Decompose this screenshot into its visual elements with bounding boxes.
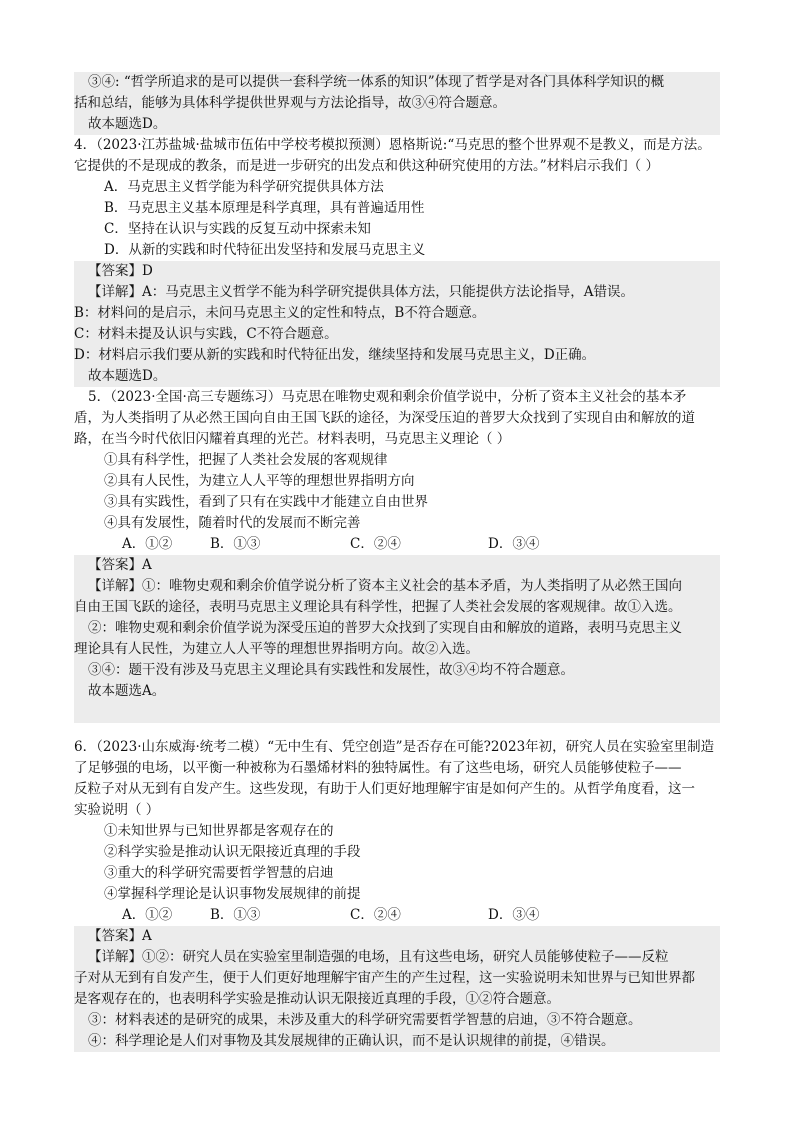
answer-block — [74, 261, 720, 387]
detail-line: D：材料启示我们要从新的实践和时代特征出发，继续坚持和发展马克思主义，D正确。 — [74, 345, 720, 366]
answer-label: 【答案】A — [74, 555, 720, 576]
answer-options — [74, 534, 720, 555]
detail-line: ③④: “哲学所追求的是可以提供一套科学统一体系的知识”体现了哲学是对各门具体科学知识的概 — [74, 72, 720, 93]
spacer — [74, 723, 720, 737]
detail-line: 子对从无到有自发产生，便于人们更好地理解宇宙产生的产生过程，这一实验说明未知世界与已知世界都 — [74, 968, 720, 989]
detail-line: B：材料问的是启示，未问马克思主义的定性和特点，B不符合题意。 — [74, 303, 720, 324]
conclusion-line: 故本题选D。 — [74, 366, 720, 387]
statement-3: ③具有实践性，看到了只有在实践中才能建立自由世界 — [104, 494, 428, 510]
answer-label: 【答案】A — [74, 926, 720, 947]
conclusion-line: 故本题选A。 — [74, 681, 720, 702]
detail-line: 【详解】A：马克思主义哲学不能为科学研究提供具体方法，只能提供方法论指导，A错误。 — [74, 282, 720, 303]
detail-line: 自由王国飞跃的途径，表明马克思主义理论具有科学性，把握了人类社会发展的客观规律。故①入选。 — [74, 597, 720, 618]
detail-line: ④：科学理论是人们对事物及其发展规律的正确认识，而不是认识规律的前提，④错误。 — [74, 1031, 720, 1052]
option-c: C．坚持在认识与实践的反复互动中探索未知 — [104, 221, 371, 237]
option-a: A．①② — [122, 536, 173, 552]
option-a: A．①② — [122, 907, 173, 923]
option-d: D．③④ — [488, 536, 540, 552]
question-4 — [74, 135, 720, 387]
blank-shaded-line — [74, 702, 720, 723]
option-b: B．①③ — [210, 907, 261, 923]
option-d: D．从新的实践和时代特征出发坚持和发展马克思主义 — [104, 242, 426, 258]
question-stem: 5．（2023·全国·高三专题练习）马克思在唯物史观和剩余价值学说中，分析了资本主义社会的基本矛 — [88, 389, 687, 405]
answer-block — [74, 926, 720, 1052]
detail-line: C：材料未提及认识与实践，C不符合题意。 — [74, 324, 720, 345]
previous-answer-block — [74, 72, 720, 135]
question-stem: 实验说明（ ） — [74, 802, 160, 818]
option-c: C．②④ — [350, 536, 401, 552]
conclusion-line: 故本题选D。 — [74, 114, 720, 135]
option-b: B．①③ — [210, 536, 261, 552]
detail-line: 【详解】①②：研究人员在实验室里制造强的电场，且有这些电场，研究人员能够使粒子——反粒 — [74, 947, 720, 968]
question-5 — [74, 387, 720, 723]
document-page — [74, 72, 720, 1052]
option-b: B．马克思主义基本原理是科学真理，具有普遍适用性 — [104, 200, 425, 216]
option-c: C．②④ — [350, 907, 401, 923]
statement-4: ④具有发展性，随着时代的发展而不断完善 — [104, 515, 361, 531]
option-a: A．马克思主义哲学能为科学研究提供具体方法 — [104, 179, 384, 195]
statement-3: ③重大的科学研究需要哲学智慧的启迪 — [104, 865, 334, 881]
detail-line: 【详解】①：唯物史观和剩余价值学说分析了资本主义社会的基本矛盾，为人类指明了从必然王国向 — [74, 576, 720, 597]
question-stem: 反粒子对从无到有自发产生。这些发现，有助于人们更好地理解宇宙是如何产生的。从哲学角度看，这一 — [74, 781, 695, 797]
question-stem: 4．（2023·江苏盐城·盐城市伍佑中学校考模拟预测）恩格斯说:“马克思的整个世界观不是教义，而是方法。 — [74, 137, 711, 153]
question-stem: 路，在当今时代依旧闪耀着真理的光芒。材料表明，马克思主义理论（ ） — [74, 431, 511, 447]
question-stem: 盾，为人类指明了从必然王国向自由王国飞跃的途径，为深受压迫的普罗大众找到了实现自由和解放的道 — [74, 410, 695, 426]
question-stem: 了足够强的电场，以平衡一种被称为石墨烯材料的独特属性。有了这些电场，研究人员能够使粒子—— — [74, 760, 682, 776]
answer-label: 【答案】D — [74, 261, 720, 282]
statement-2: ②具有人民性，为建立人人平等的理想世界指明方向 — [104, 473, 415, 489]
option-d: D．③④ — [488, 907, 540, 923]
answer-block — [74, 555, 720, 723]
detail-line: 括和总结，能够为具体科学提供世界观与方法论指导，故③④符合题意。 — [74, 93, 720, 114]
statement-1: ①未知世界与已知世界都是客观存在的 — [104, 823, 334, 839]
statement-1: ①具有科学性，把握了人类社会发展的客观规律 — [104, 452, 388, 468]
detail-line: ③④：题干没有涉及马克思主义理论具有实践性和发展性，故③④均不符合题意。 — [74, 660, 720, 681]
statement-4: ④掌握科学理论是认识事物发展规律的前提 — [104, 886, 361, 902]
detail-line: 理论具有人民性，为建立人人平等的理想世界指明方向。故②入选。 — [74, 639, 720, 660]
detail-line: 是客观存在的，也表明科学实验是推动认识无限接近真理的手段，①②符合题意。 — [74, 989, 720, 1010]
detail-line: ②：唯物史观和剩余价值学说为深受压迫的普罗大众找到了实现自由和解放的道路，表明马克思主义 — [74, 618, 720, 639]
question-6 — [74, 737, 720, 1052]
detail-line: ③：材料表述的是研究的成果，未涉及重大的科学研究需要哲学智慧的启迪，③不符合题意。 — [74, 1010, 720, 1031]
statement-2: ②科学实验是推动认识无限接近真理的手段 — [104, 844, 361, 860]
answer-options — [74, 905, 720, 926]
question-stem: 6．（2023·山东威海·统考二模）“无中生有、凭空创造”是否存在可能?2023年初，研究人员在实验室里制造 — [74, 739, 715, 755]
question-stem: 它提供的不是现成的教条，而是进一步研究的出发点和供这种研究使用的方法。”材料启示我们（ ） — [74, 158, 659, 174]
